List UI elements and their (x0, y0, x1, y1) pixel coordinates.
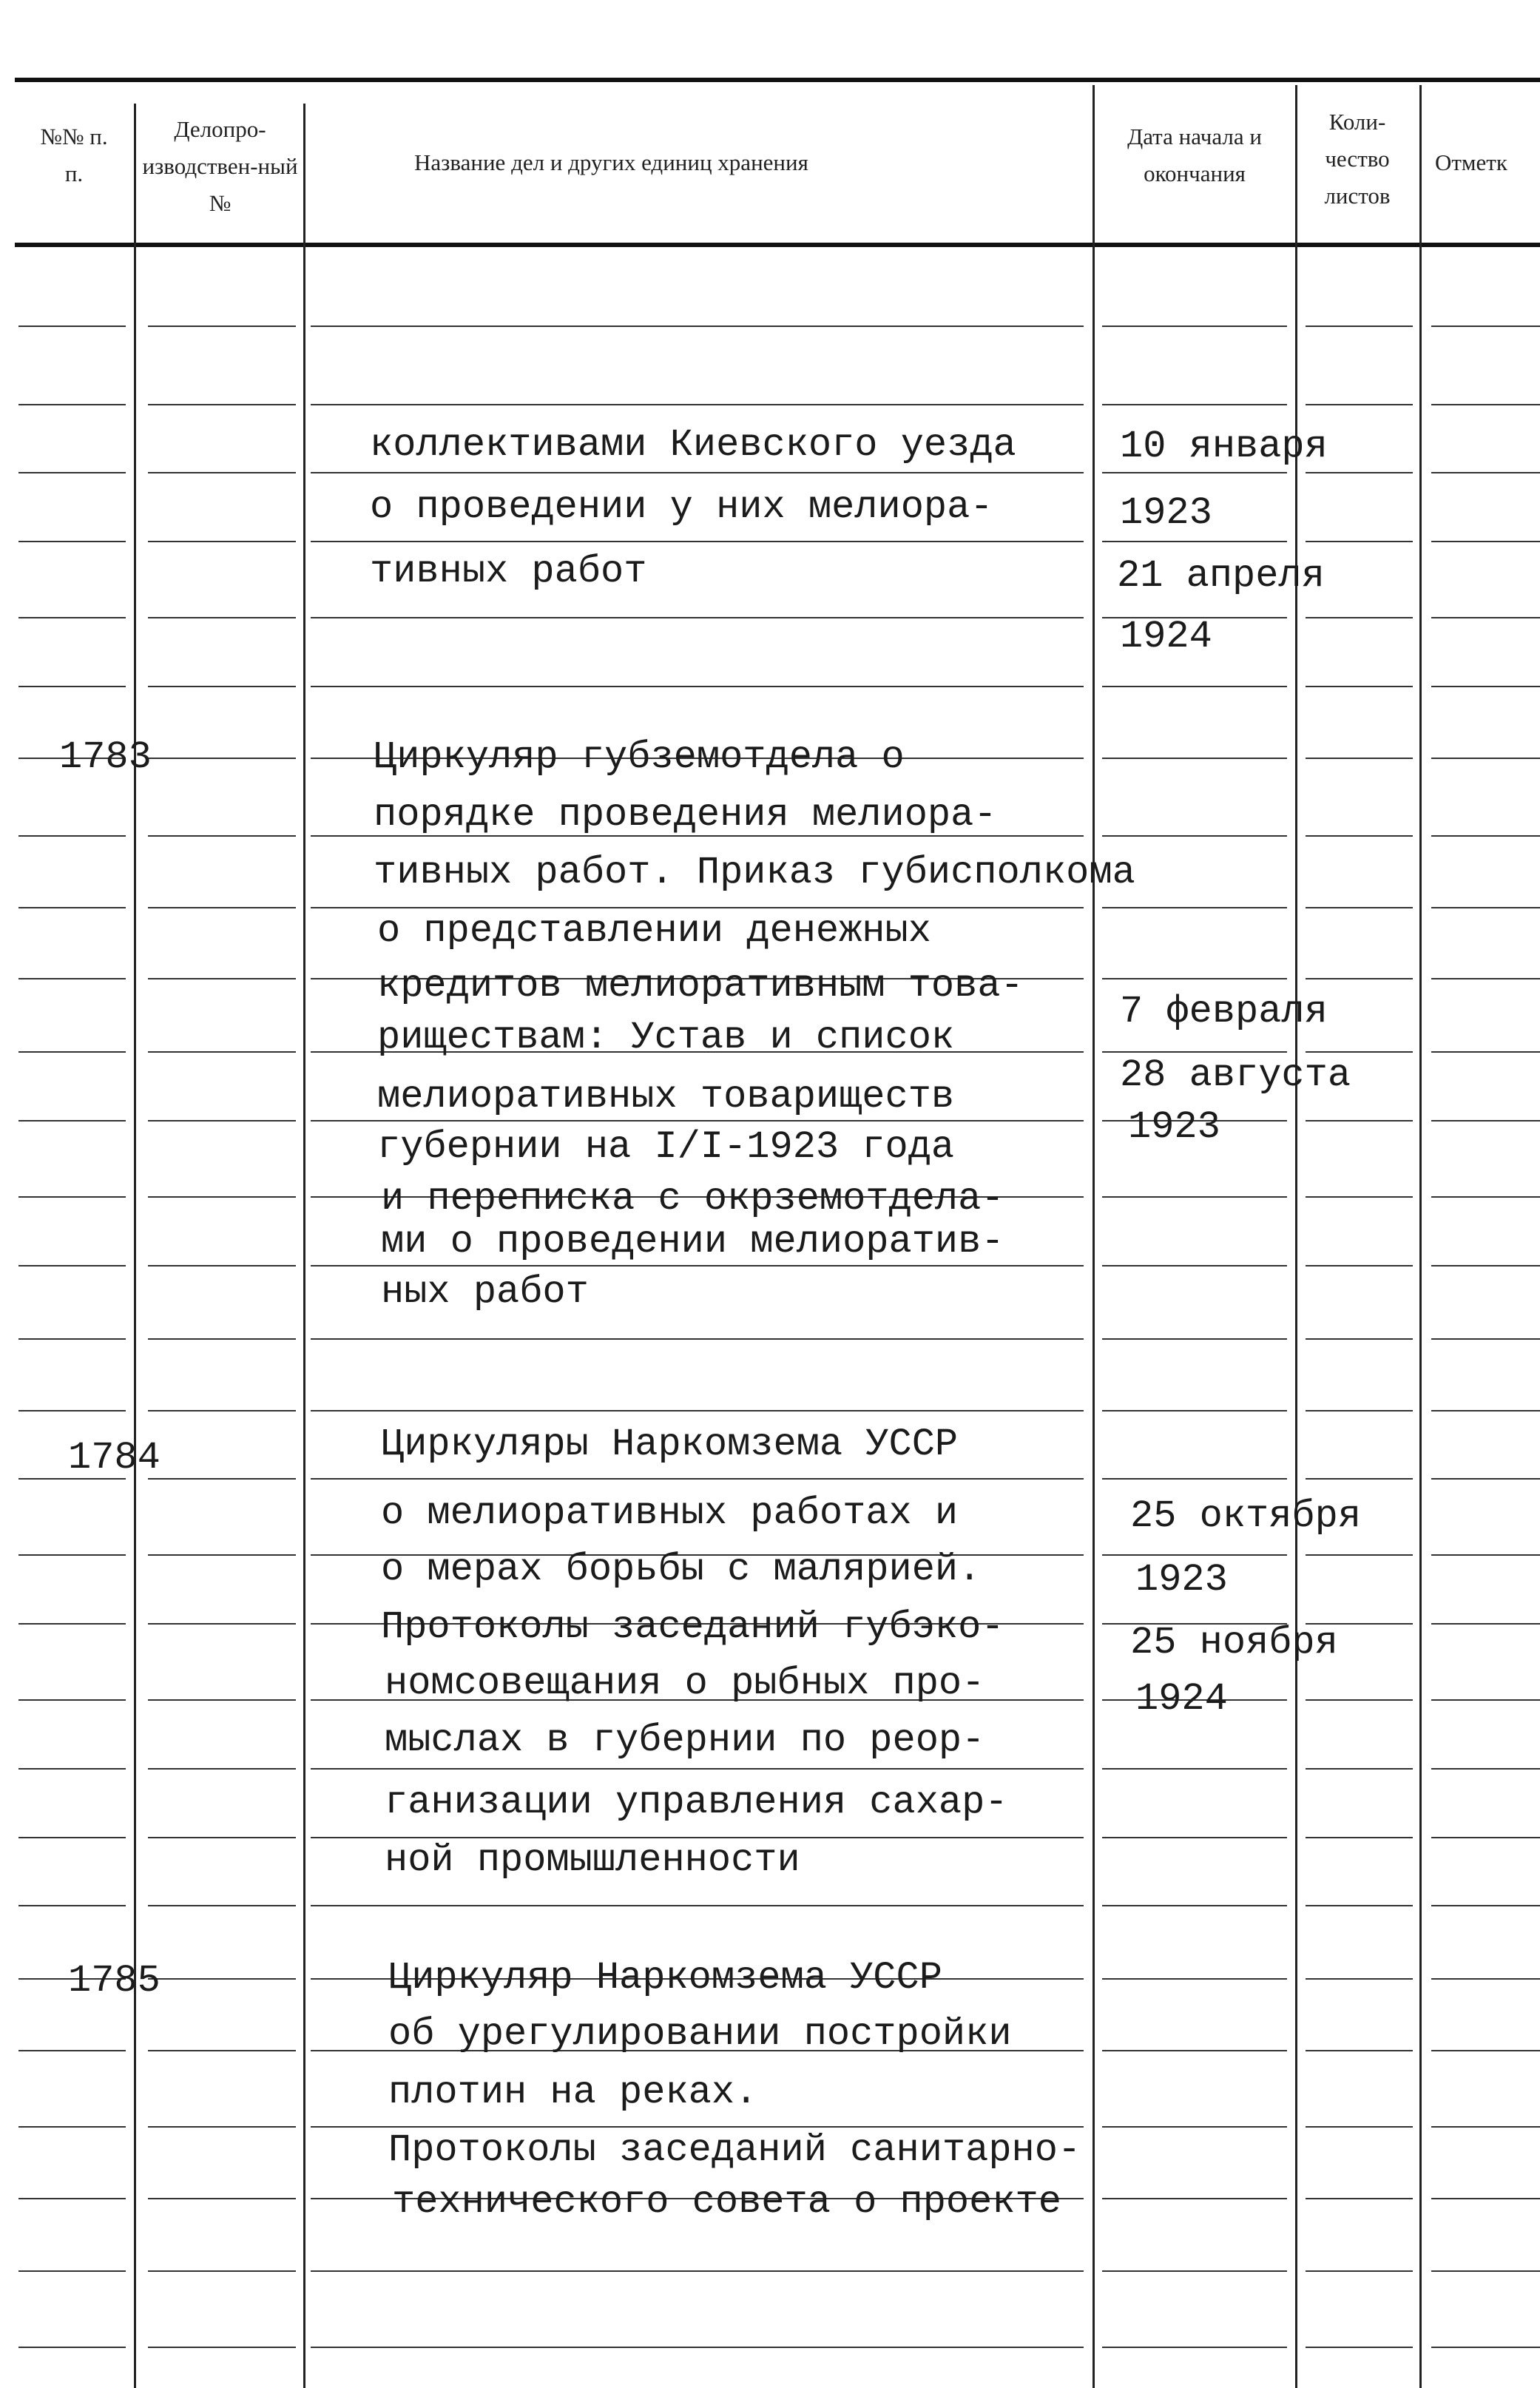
ruled-line (148, 2050, 296, 2051)
ruled-line (1102, 1768, 1287, 1770)
column-divider (1419, 85, 1422, 2388)
ruled-line (1431, 1623, 1540, 1625)
ruled-line (1431, 1338, 1540, 1340)
entry-line: технического совета о проекте (392, 2180, 1061, 2224)
ruled-line (18, 2198, 126, 2199)
ruled-line (1306, 1699, 1413, 1701)
entry-number: 1783 (59, 735, 152, 779)
ruled-line (18, 1265, 126, 1266)
entry-date: 25 октября (1130, 1494, 1362, 1538)
entry-date: 7 февраля (1120, 990, 1328, 1033)
ruled-line (148, 1978, 296, 1980)
header-col-office-number: Делопро-изводствен-ный № (142, 116, 298, 216)
ruled-line (18, 907, 126, 908)
ruled-line (311, 1265, 1084, 1266)
entry-date: 1923 (1135, 1558, 1228, 1602)
ruled-line (148, 1699, 296, 1701)
header-col-number: №№ п. п. (40, 124, 108, 186)
ruled-line (1102, 541, 1287, 542)
ruled-line (1306, 1265, 1413, 1266)
ruled-line (18, 1120, 126, 1122)
entry-line: плотин на реках. (388, 2071, 758, 2114)
ruled-line (18, 472, 126, 473)
entry-date: 1924 (1120, 615, 1212, 658)
ruled-line (1431, 617, 1540, 618)
ruled-line (148, 978, 296, 979)
ruled-line (1102, 1338, 1287, 1340)
entry-date: 28 августа (1120, 1053, 1351, 1097)
ruled-line (311, 617, 1084, 618)
ruled-line (1102, 2126, 1287, 2128)
ruled-line (148, 404, 296, 405)
entry-number: 1784 (68, 1436, 161, 1480)
ruled-line (1102, 1410, 1287, 1411)
ruled-line (311, 907, 1084, 908)
entry-line: о мелиоративных работах и (381, 1491, 959, 1535)
ruled-line (1306, 2347, 1413, 2348)
entry-line: о мерах борьбы с малярией. (381, 1548, 982, 1591)
entry-date: 10 января (1120, 425, 1328, 468)
entry-line: Циркуляры Наркомзема УССР (381, 1423, 959, 1466)
ruled-line (1431, 1837, 1540, 1838)
ruled-line (18, 2347, 126, 2348)
ruled-line (1102, 1978, 1287, 1980)
ruled-line (18, 978, 126, 979)
ruled-line (1306, 2050, 1413, 2051)
ruled-line (1102, 404, 1287, 405)
ruled-line (148, 541, 296, 542)
ruled-line (1102, 2347, 1287, 2348)
ruled-line (1431, 2270, 1540, 2272)
entry-line: порядке проведения мелиора- (374, 793, 997, 837)
ruled-line (1102, 1265, 1287, 1266)
ruled-line (18, 2126, 126, 2128)
entry-line: губернии на I/I-1923 года (377, 1125, 955, 1169)
ruled-line (18, 541, 126, 542)
ruled-line (1306, 617, 1413, 618)
ruled-line (148, 1478, 296, 1480)
ruled-line (148, 472, 296, 473)
ruled-line (18, 835, 126, 837)
ruled-line (18, 686, 126, 687)
ruled-line (148, 1265, 296, 1266)
ruled-line (148, 2126, 296, 2128)
entry-line: кредитов мелиоративным това- (377, 964, 1024, 1008)
ruled-line (1102, 2198, 1287, 2199)
ruled-line (1306, 686, 1413, 687)
entry-line: номсовещания о рыбных про- (385, 1662, 985, 1705)
ruled-line (1306, 1837, 1413, 1838)
entry-line: ми о проведении мелиоратив- (381, 1220, 1004, 1264)
header-col-sheets: Коли-чество листов (1324, 109, 1391, 209)
ruled-line (1306, 1478, 1413, 1480)
ruled-line (1306, 541, 1413, 542)
ruled-line (1102, 1554, 1287, 1556)
entry-line: ганизации управления сахар- (385, 1781, 1008, 1824)
ruled-line (148, 686, 296, 687)
ruled-line (1431, 1120, 1540, 1122)
column-divider (134, 104, 136, 2388)
ruled-line (311, 326, 1084, 327)
entry-line: ной промышленности (385, 1838, 800, 1882)
ruled-line (148, 1196, 296, 1198)
header-col-dates: Дата начала и окончания (1127, 124, 1262, 186)
ruled-line (311, 686, 1084, 687)
ruled-line (1306, 326, 1413, 327)
ruled-line (18, 1196, 126, 1198)
ruled-line (1431, 1905, 1540, 1906)
ruled-line (1431, 1554, 1540, 1556)
ruled-line (148, 326, 296, 327)
ruled-line (1102, 907, 1287, 908)
ruled-line (1306, 1410, 1413, 1411)
ruled-line (148, 617, 296, 618)
ruled-line (1306, 1196, 1413, 1198)
ruled-line (311, 2347, 1084, 2348)
entry-line: риществам: Устав и список (377, 1016, 955, 1059)
entry-line: тивных работ. Приказ губисполкома (374, 851, 1135, 894)
column-divider (1092, 85, 1095, 2388)
ruled-line (18, 1699, 126, 1701)
ruled-line (1431, 758, 1540, 759)
ruled-line (311, 1338, 1084, 1340)
ruled-line (1431, 1978, 1540, 1980)
ruled-line (1431, 835, 1540, 837)
ruled-line (311, 2126, 1084, 2128)
ruled-line (148, 1051, 296, 1053)
ruled-line (1431, 2347, 1540, 2348)
entry-date: 1923 (1120, 491, 1212, 535)
ruled-line (1431, 1410, 1540, 1411)
ruled-line (1306, 758, 1413, 759)
ruled-line (18, 1623, 126, 1625)
ruled-line (148, 2270, 296, 2272)
ruled-line (1431, 2050, 1540, 2051)
ruled-line (1306, 978, 1413, 979)
ruled-line (1306, 1338, 1413, 1340)
ruled-line (1306, 2270, 1413, 2272)
ruled-line (1102, 978, 1287, 979)
ruled-line (1306, 2126, 1413, 2128)
ruled-line (1306, 1120, 1413, 1122)
ruled-line (18, 2270, 126, 2272)
ruled-line (148, 1768, 296, 1770)
ruled-line (1102, 1196, 1287, 1198)
ruled-line (1102, 472, 1287, 473)
entry-line: коллективами Киевского уезда (370, 423, 1016, 467)
ruled-line (311, 1768, 1084, 1770)
ruled-line (1431, 978, 1540, 979)
ruled-line (1306, 907, 1413, 908)
ruled-line (1102, 686, 1287, 687)
entry-date: 1923 (1128, 1105, 1220, 1149)
ruled-line (1306, 1554, 1413, 1556)
ruled-line (1306, 1978, 1413, 1980)
ruled-line (148, 835, 296, 837)
ruled-line (18, 326, 126, 327)
entry-date: 21 апреля (1117, 554, 1325, 598)
entry-line: о проведении у них мелиора- (370, 485, 993, 529)
ruled-line (18, 1768, 126, 1770)
entry-line: Протоколы заседаний губэко- (381, 1605, 1004, 1649)
ruled-line (311, 472, 1084, 473)
entry-date: 1924 (1135, 1677, 1228, 1721)
ruled-line (311, 541, 1084, 542)
ruled-line (1102, 835, 1287, 837)
header-col-title: Название дел и других единиц хранения (414, 149, 808, 175)
ruled-line (1102, 1478, 1287, 1480)
ruled-line (1431, 326, 1540, 327)
ruled-line (1306, 1051, 1413, 1053)
ruled-line (1102, 326, 1287, 327)
ruled-line (1431, 472, 1540, 473)
ruled-line (1431, 1699, 1540, 1701)
ruled-line (148, 1905, 296, 1906)
ruled-line (1431, 1265, 1540, 1266)
ruled-line (1102, 2270, 1287, 2272)
ruled-line (1102, 1051, 1287, 1053)
entry-line: об урегулировании постройки (388, 2012, 1012, 2056)
entry-line: и переписка с окрземотдела- (381, 1177, 1004, 1221)
ruled-line (1306, 1768, 1413, 1770)
ruled-line (1306, 835, 1413, 837)
ruled-line (18, 1051, 126, 1053)
ruled-line (148, 1120, 296, 1122)
ruled-line (1431, 404, 1540, 405)
ruled-line (1431, 541, 1540, 542)
ruled-line (148, 1338, 296, 1340)
ruled-line (1306, 472, 1413, 473)
ruled-line (1431, 1478, 1540, 1480)
ruled-line (1431, 686, 1540, 687)
ruled-line (311, 404, 1084, 405)
ruled-line (148, 758, 296, 759)
ruled-line (18, 1410, 126, 1411)
entry-line: о представлении денежных (377, 909, 931, 953)
ruled-line (18, 404, 126, 405)
entry-line: мыслах в губернии по реор- (385, 1719, 985, 1762)
ruled-line (18, 1837, 126, 1838)
ruled-line (1102, 758, 1287, 759)
ruled-line (1431, 2126, 1540, 2128)
ruled-line (1431, 907, 1540, 908)
header-col-notes: Отметк (1435, 149, 1507, 175)
ruled-line (1102, 1837, 1287, 1838)
entry-line: Циркуляр губземотдела о (374, 735, 905, 779)
ruled-line (1306, 404, 1413, 405)
entry-date: 25 ноября (1130, 1621, 1338, 1664)
ruled-line (18, 2050, 126, 2051)
ruled-line (1431, 1196, 1540, 1198)
ruled-line (1306, 2198, 1413, 2199)
column-divider (303, 104, 305, 2388)
ruled-line (148, 2347, 296, 2348)
header-bottom-rule (15, 243, 1540, 247)
ruled-line (1431, 2198, 1540, 2199)
ruled-line (1306, 1905, 1413, 1906)
ruled-line (148, 1410, 296, 1411)
ruled-line (148, 1837, 296, 1838)
ruled-line (148, 1623, 296, 1625)
entry-line: мелиоративных товариществ (377, 1075, 955, 1119)
entry-number: 1785 (68, 1959, 161, 2003)
ruled-line (148, 1554, 296, 1556)
ruled-line (1431, 1051, 1540, 1053)
entry-line: тивных работ (370, 550, 647, 593)
ruled-line (311, 1478, 1084, 1480)
ruled-line (1102, 1905, 1287, 1906)
ruled-line (311, 1120, 1084, 1122)
ruled-line (311, 2270, 1084, 2272)
ruled-line (18, 1554, 126, 1556)
ruled-line (148, 2198, 296, 2199)
ruled-line (1102, 2050, 1287, 2051)
entry-line: Протоколы заседаний санитарно- (388, 2128, 1081, 2172)
entry-line: Циркуляр Наркомзема УССР (388, 1956, 942, 2000)
ruled-line (18, 1905, 126, 1906)
ruled-line (311, 1410, 1084, 1411)
ruled-line (1431, 1768, 1540, 1770)
ruled-line (18, 617, 126, 618)
entry-line: ных работ (381, 1270, 589, 1314)
ruled-line (311, 1905, 1084, 1906)
ruled-line (18, 1338, 126, 1340)
header-top-rule (15, 78, 1540, 82)
ruled-line (148, 907, 296, 908)
